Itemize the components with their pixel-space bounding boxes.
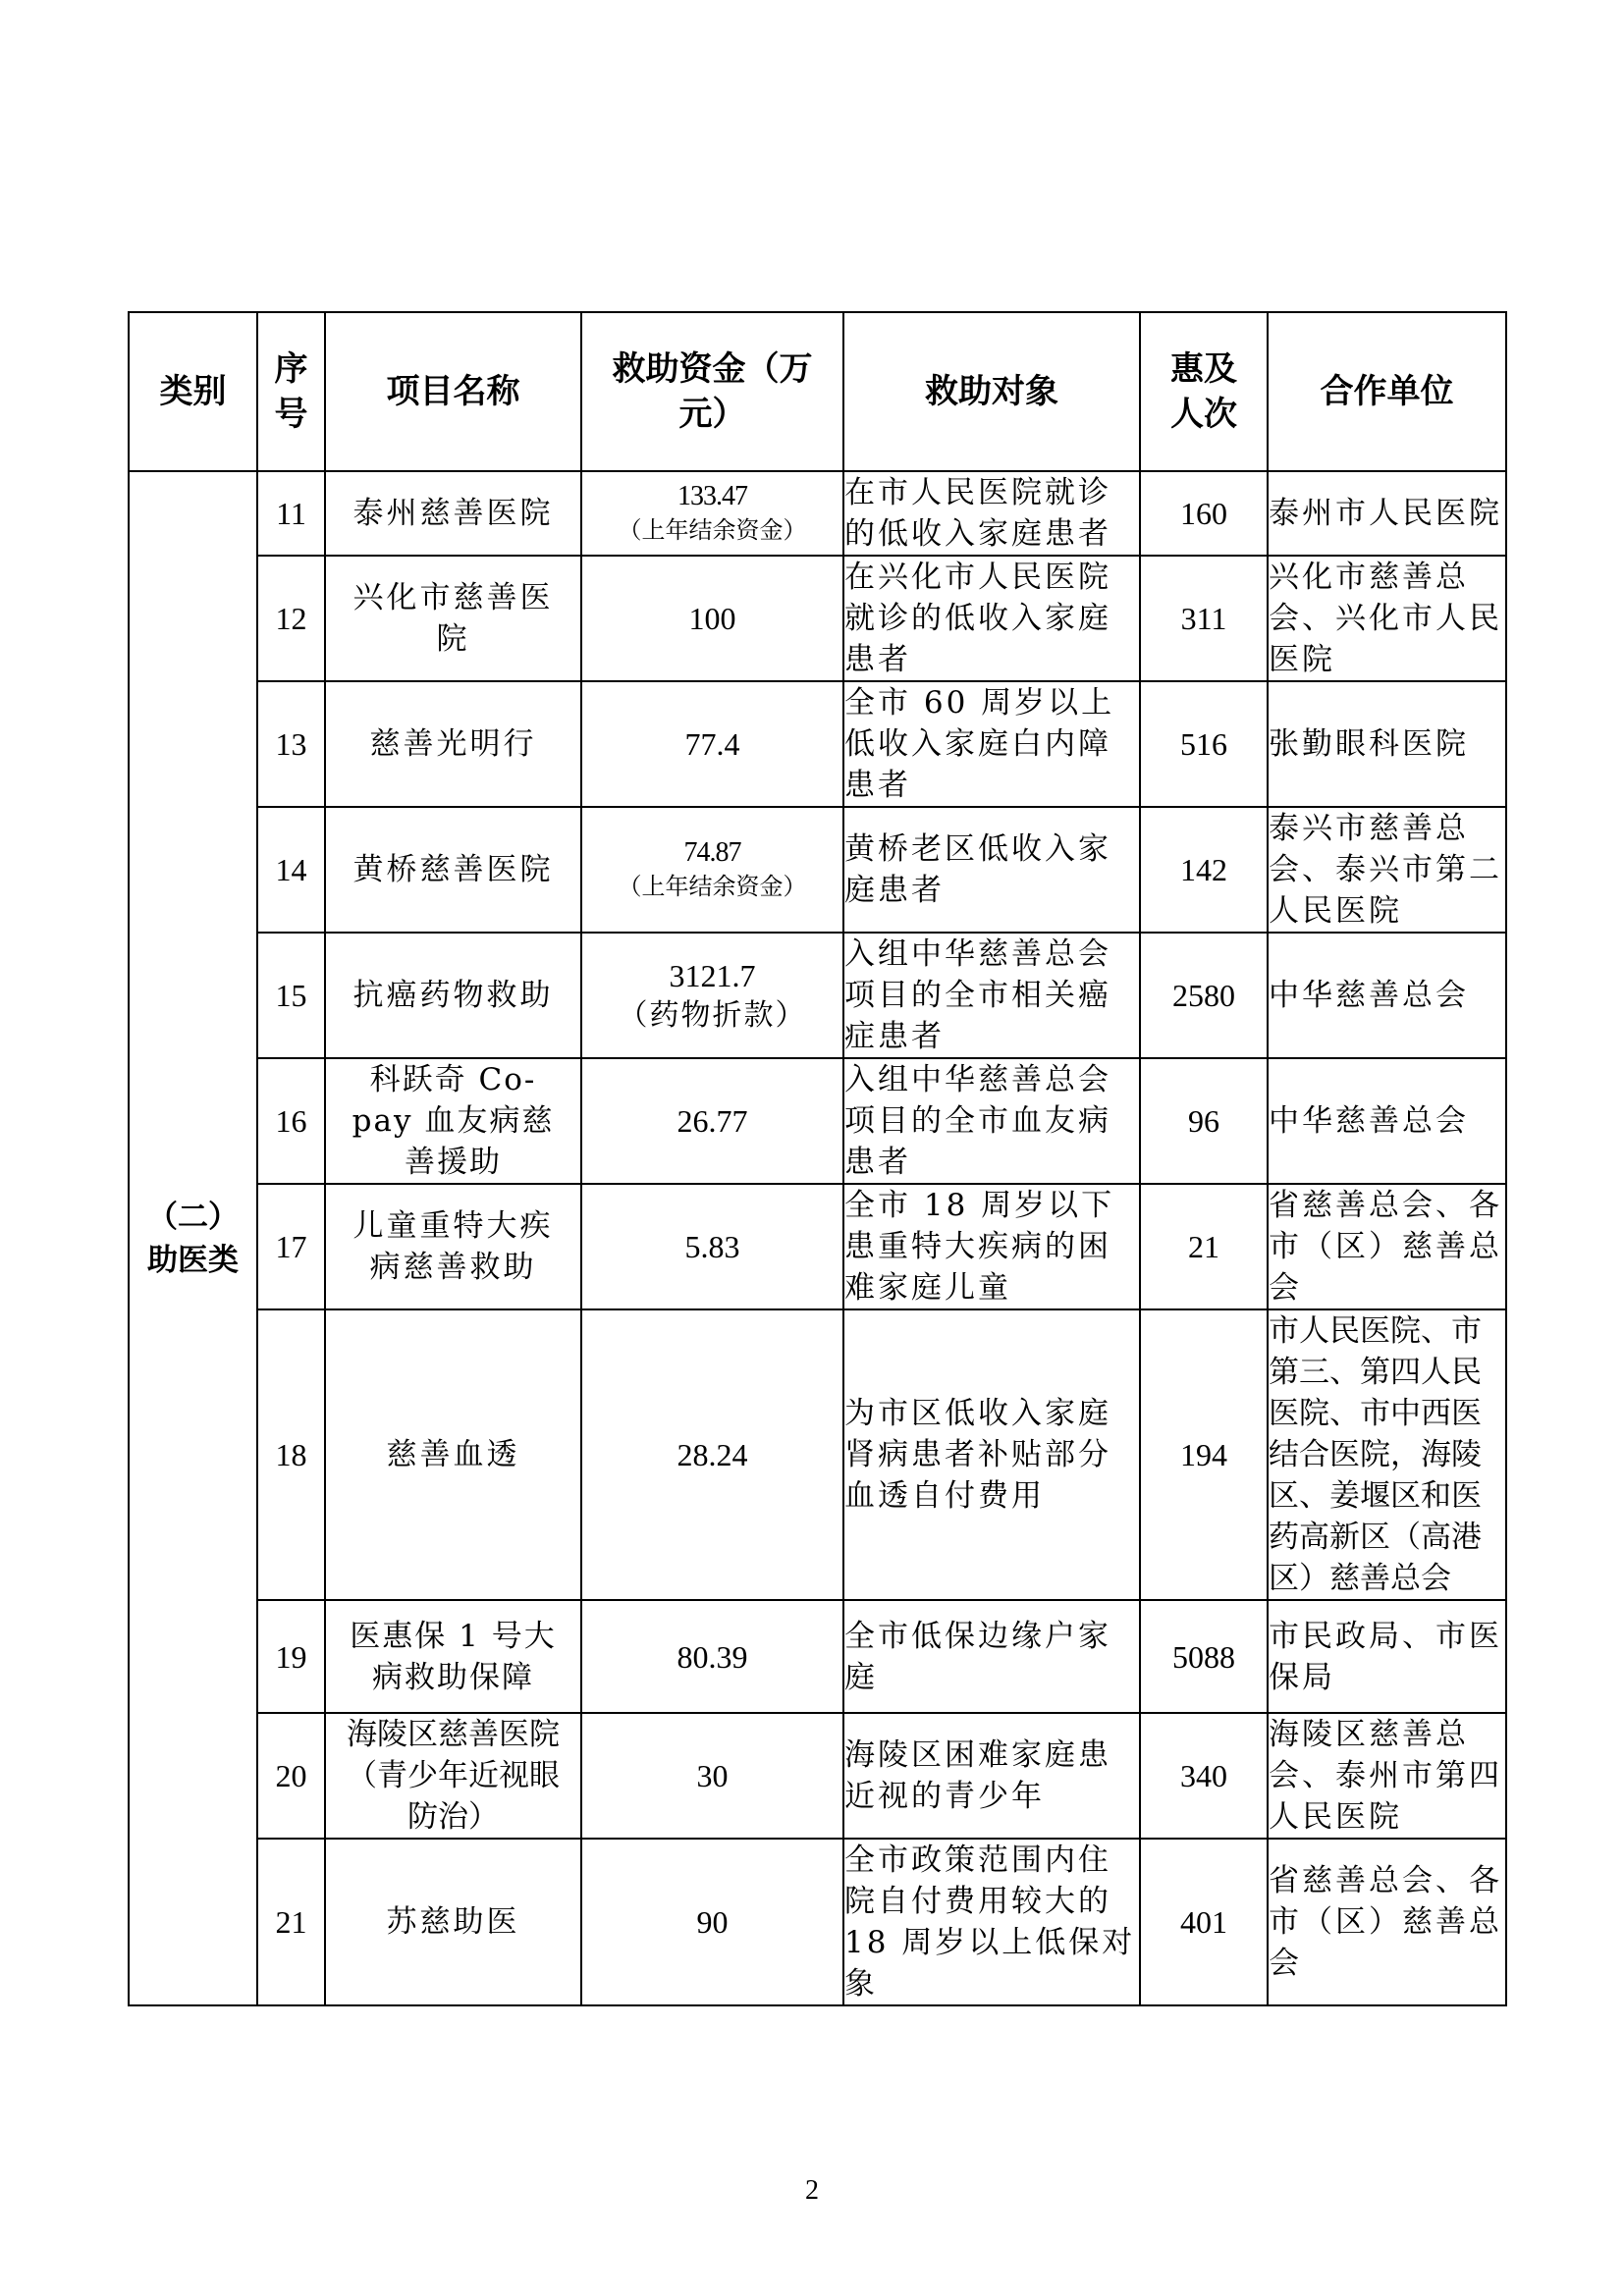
table-row bbox=[129, 681, 1506, 807]
header-name: 项目名称 bbox=[325, 312, 581, 471]
funds-cell: 80.39 bbox=[581, 1600, 843, 1713]
target-cell: 入组中华慈善总会项目的全市相关癌症患者 bbox=[843, 933, 1140, 1058]
target-cell: 黄桥老区低收入家庭患者 bbox=[843, 807, 1140, 933]
target-cell: 全市 60 周岁以上低收入家庭白内障患者 bbox=[843, 681, 1140, 807]
header-funds: 救助资金（万元） bbox=[581, 312, 843, 471]
seq-cell: 12 bbox=[257, 556, 325, 681]
seq-cell: 13 bbox=[257, 681, 325, 807]
header-category: 类别 bbox=[129, 312, 257, 471]
table-row bbox=[129, 1309, 1506, 1600]
seq-cell: 21 bbox=[257, 1839, 325, 2005]
seq-cell: 17 bbox=[257, 1184, 325, 1309]
funds-cell: 26.77 bbox=[581, 1058, 843, 1184]
project-name-cell: 兴化市慈善医院 bbox=[325, 556, 581, 681]
target-cell: 在兴化市人民医院就诊的低收入家庭患者 bbox=[843, 556, 1140, 681]
project-name-cell: 科跃奇 Co-pay 血友病慈善援助 bbox=[325, 1058, 581, 1184]
seq-cell: 20 bbox=[257, 1713, 325, 1839]
partner-cell: 张勤眼科医院 bbox=[1268, 681, 1506, 807]
partner-cell: 泰州市人民医院 bbox=[1268, 471, 1506, 556]
count-cell: 194 bbox=[1140, 1309, 1268, 1600]
count-cell: 311 bbox=[1140, 556, 1268, 681]
partner-cell: 市民政局、市医保局 bbox=[1268, 1600, 1506, 1713]
count-cell: 21 bbox=[1140, 1184, 1268, 1309]
project-name-cell: 泰州慈善医院 bbox=[325, 471, 581, 556]
project-name-cell: 黄桥慈善医院 bbox=[325, 807, 581, 933]
table-row bbox=[129, 1058, 1506, 1184]
funds-cell bbox=[581, 471, 843, 556]
funds-cell bbox=[581, 807, 843, 933]
target-cell: 全市低保边缘户家庭 bbox=[843, 1600, 1140, 1713]
seq-cell: 11 bbox=[257, 471, 325, 556]
funds-note: （上年结余资金） bbox=[618, 516, 807, 544]
count-cell: 96 bbox=[1140, 1058, 1268, 1184]
seq-cell: 16 bbox=[257, 1058, 325, 1184]
project-name-cell: 海陵区慈善医院（青少年近视眼防治） bbox=[325, 1713, 581, 1839]
target-cell: 入组中华慈善总会项目的全市血友病患者 bbox=[843, 1058, 1140, 1184]
partner-cell: 海陵区慈善总会、泰州市第四人民医院 bbox=[1268, 1713, 1506, 1839]
funds-note: （药物折款） bbox=[618, 998, 807, 1033]
table-header-row bbox=[129, 312, 1506, 471]
table-row bbox=[129, 1713, 1506, 1839]
page-number: 2 bbox=[805, 2175, 819, 2206]
partner-cell: 省慈善总会、各市（区）慈善总会 bbox=[1268, 1839, 1506, 2005]
seq-cell: 15 bbox=[257, 933, 325, 1058]
table-row bbox=[129, 1839, 1506, 2005]
count-cell: 516 bbox=[1140, 681, 1268, 807]
header-partner: 合作单位 bbox=[1268, 312, 1506, 471]
header-seq: 序号 bbox=[257, 312, 325, 471]
partner-cell: 泰兴市慈善总会、泰兴市第二人民医院 bbox=[1268, 807, 1506, 933]
count-cell: 142 bbox=[1140, 807, 1268, 933]
seq-cell: 14 bbox=[257, 807, 325, 933]
partner-cell: 市人民医院、市第三、第四人民医院、市中西医结合医院，海陵区、姜堰区和医药高新区（高港区）慈善总会 bbox=[1268, 1309, 1506, 1600]
target-cell: 全市 18 周岁以下患重特大疾病的困难家庭儿童 bbox=[843, 1184, 1140, 1309]
category-cell: （二）助医类 bbox=[129, 471, 257, 2005]
funds-cell bbox=[581, 933, 843, 1058]
funds-value: 3121.7 bbox=[669, 958, 756, 993]
count-cell: 5088 bbox=[1140, 1600, 1268, 1713]
project-name-cell: 慈善血透 bbox=[325, 1309, 581, 1600]
target-cell: 海陵区困难家庭患近视的青少年 bbox=[843, 1713, 1140, 1839]
table-row bbox=[129, 556, 1506, 681]
aid-projects-table bbox=[128, 311, 1507, 2006]
funds-cell: 5.83 bbox=[581, 1184, 843, 1309]
funds-value: 74.87 bbox=[683, 837, 741, 868]
project-name-cell: 慈善光明行 bbox=[325, 681, 581, 807]
funds-cell: 90 bbox=[581, 1839, 843, 2005]
header-target: 救助对象 bbox=[843, 312, 1140, 471]
funds-cell: 100 bbox=[581, 556, 843, 681]
funds-note: （上年结余资金） bbox=[618, 873, 807, 900]
table-row bbox=[129, 1184, 1506, 1309]
table-row bbox=[129, 933, 1506, 1058]
seq-cell: 18 bbox=[257, 1309, 325, 1600]
table-row bbox=[129, 1600, 1506, 1713]
header-count: 惠及人次 bbox=[1140, 312, 1268, 471]
partner-cell: 省慈善总会、各市（区）慈善总会 bbox=[1268, 1184, 1506, 1309]
seq-cell: 19 bbox=[257, 1600, 325, 1713]
project-name-cell: 抗癌药物救助 bbox=[325, 933, 581, 1058]
target-cell: 在市人民医院就诊的低收入家庭患者 bbox=[843, 471, 1140, 556]
count-cell: 401 bbox=[1140, 1839, 1268, 2005]
table-row bbox=[129, 471, 1506, 556]
target-cell: 全市政策范围内住院自付费用较大的 18 周岁以上低保对象 bbox=[843, 1839, 1140, 2005]
partner-cell: 中华慈善总会 bbox=[1268, 1058, 1506, 1184]
funds-cell: 30 bbox=[581, 1713, 843, 1839]
count-cell: 2580 bbox=[1140, 933, 1268, 1058]
count-cell: 340 bbox=[1140, 1713, 1268, 1839]
project-name-cell: 苏慈助医 bbox=[325, 1839, 581, 2005]
funds-cell: 77.4 bbox=[581, 681, 843, 807]
project-name-cell: 医惠保 1 号大病救助保障 bbox=[325, 1600, 581, 1713]
partner-cell: 兴化市慈善总会、兴化市人民医院 bbox=[1268, 556, 1506, 681]
count-cell: 160 bbox=[1140, 471, 1268, 556]
partner-cell: 中华慈善总会 bbox=[1268, 933, 1506, 1058]
funds-cell: 28.24 bbox=[581, 1309, 843, 1600]
target-cell: 为市区低收入家庭肾病患者补贴部分血透自付费用 bbox=[843, 1309, 1140, 1600]
project-name-cell: 儿童重特大疾病慈善救助 bbox=[325, 1184, 581, 1309]
table-row bbox=[129, 807, 1506, 933]
funds-value: 133.47 bbox=[677, 481, 747, 511]
